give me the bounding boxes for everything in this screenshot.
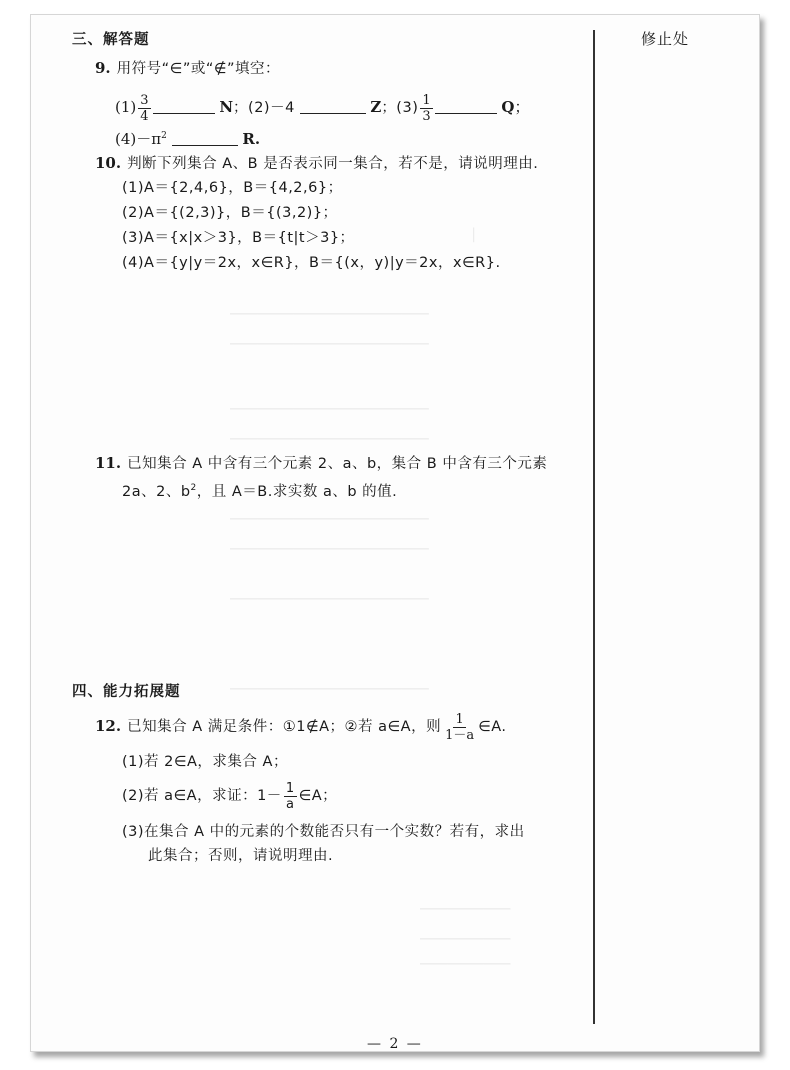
q12-sub1: (1)若 2∈A，求集合 A；: [122, 754, 288, 770]
frac-denominator: 4: [140, 108, 149, 124]
bleed-through-text: ──────────: [420, 900, 511, 918]
q9-set-N: N: [219, 98, 234, 116]
q9-fraction-one-third: [420, 93, 432, 124]
q10-prompt: [95, 153, 538, 174]
q12-sub2-text-b: ∈A；: [298, 788, 338, 804]
frac-numerator: 3: [140, 92, 149, 108]
q11-text-1: 已知集合 A 中含有三个元素 2、a、b，集合 B 中含有三个元素: [127, 456, 548, 472]
bleed-through-text: ──────────────────────: [230, 305, 429, 323]
bleed-through-text: ──────────────────────: [230, 590, 429, 608]
bleed-through-text: ──────────────────────: [230, 680, 429, 698]
q10-item-1: (1)A＝{2,4,6}，B＝{4,2,6}；: [122, 180, 343, 196]
q11-text-2a: 2a、2、b: [122, 483, 191, 500]
q12-text-a: 已知集合 A 满足条件：①1∉A；②若 a∈A，则: [127, 719, 442, 735]
q9-punct: .: [254, 130, 261, 148]
frac-numerator: 1: [422, 92, 431, 108]
q12-stem: [95, 706, 507, 746]
q11-stem-line2: [122, 478, 397, 502]
q9-set-R: R: [242, 130, 255, 148]
q9-blank-1[interactable]: [153, 99, 215, 114]
q9-prompt-text: 用符号“∈”或“∉”填空：: [116, 61, 280, 77]
q12-sub2-fraction: [284, 781, 297, 812]
bleed-through-text: ──────────────────────: [230, 430, 429, 448]
q11-stem-line1: [95, 453, 547, 474]
q9-item4-label: (4)－π: [115, 130, 162, 148]
bleed-through-text: ──────────: [420, 930, 511, 948]
page-number: — 2 —: [367, 1036, 423, 1052]
bleed-through-text: ──────────────────────: [230, 510, 429, 528]
q12-sub2: [122, 776, 337, 816]
q9-prompt: [95, 58, 280, 79]
section3-title: 三、解答题: [72, 32, 150, 48]
margin-header: 修止处: [641, 30, 690, 48]
q9-number: 9.: [95, 59, 111, 77]
section4-title: 四、能力拓展题: [72, 684, 181, 700]
margin-divider: [593, 30, 595, 1024]
q10-number: 10.: [95, 154, 122, 172]
q9-set-Q: Q: [501, 98, 515, 116]
q9-row2: [115, 126, 260, 149]
q12-sub3-line2: 此集合；否则，请说明理由.: [148, 848, 334, 864]
q10-prompt-text: 判断下列集合 A、B 是否表示同一集合，若不是，请说明理由.: [127, 156, 539, 172]
q10-item-3: (3)A＝{x|x＞3}，B＝{t|t＞3}；: [122, 230, 355, 246]
q9-punct: ；: [514, 98, 530, 116]
bleed-through-text: ∣: [470, 225, 478, 243]
q9-fraction-three-quarters: [138, 93, 150, 124]
bleed-through-text: ──────────────────────: [230, 400, 429, 418]
q9-blank-2[interactable]: [300, 99, 366, 114]
frac-numerator: 1: [455, 711, 464, 727]
frac-denominator: 1－a: [445, 727, 475, 743]
q11-number: 11.: [95, 454, 122, 472]
q12-number: 12.: [95, 717, 122, 735]
q9-row1: [115, 88, 530, 126]
q10-item-4: (4)A＝{y|y＝2x，x∈R}，B＝{(x，y)|y＝2x，x∈R}.: [122, 255, 501, 271]
bleed-through-text: ──────────────────────: [230, 335, 429, 353]
bleed-through-text: ──────────: [420, 955, 511, 973]
q9-set-Z: Z: [370, 98, 382, 116]
q12-sub2-text-a: (2)若 a∈A，求证：1－: [122, 788, 282, 804]
q12-fraction: [443, 712, 476, 743]
q11-text-2b: ，且 A＝B.求实数 a、b 的值.: [196, 483, 398, 500]
q12-text-b: ∈A.: [478, 719, 507, 735]
q9-item1-label: (1): [115, 98, 137, 116]
q9-item3-label: ；(3): [381, 100, 419, 116]
frac-denominator: a: [285, 796, 295, 812]
frac-numerator: 1: [285, 780, 295, 796]
q9-blank-4[interactable]: [172, 131, 238, 146]
q11-exponent: 2: [190, 483, 197, 493]
q9-blank-3[interactable]: [435, 99, 497, 114]
q12-sub3-line1: (3)在集合 A 中的元素的个数能否只有一个实数？若有，求出: [122, 824, 525, 840]
q10-item-2: (2)A＝{(2,3)}，B＝{(3,2)}；: [122, 205, 338, 221]
q9-exponent: 2: [161, 131, 167, 141]
frac-denominator: 3: [422, 108, 431, 124]
bleed-through-text: ──────────────────────: [230, 540, 429, 558]
q9-item2-label: ；(2)－4: [233, 100, 295, 116]
